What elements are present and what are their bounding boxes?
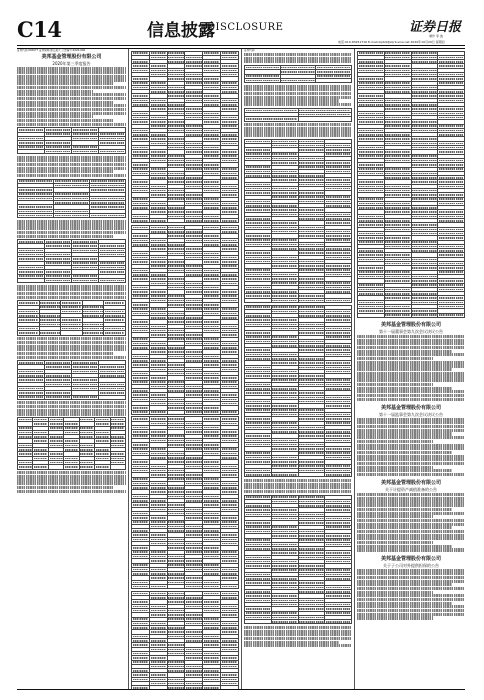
text-line: [17, 475, 126, 478]
text-line: [244, 626, 352, 629]
text-line: [244, 85, 352, 88]
page-number: C14: [17, 17, 62, 42]
text-line: [357, 530, 465, 533]
text-line: [244, 479, 352, 482]
text-line: [244, 92, 352, 95]
notice-body: [357, 569, 465, 620]
data-table: [131, 225, 239, 415]
text-line: [357, 372, 465, 375]
data-table: [17, 360, 126, 400]
text-line: [357, 466, 433, 469]
text-line: [17, 108, 126, 111]
text-line: [17, 174, 126, 177]
text-line: [17, 220, 126, 223]
text-line: [357, 379, 465, 382]
text-line: [357, 394, 465, 397]
text-line: [357, 432, 452, 435]
text-line: [17, 170, 113, 173]
text-line: [357, 444, 465, 447]
text-line: [17, 119, 113, 122]
text-line: [17, 337, 126, 340]
section-title-en: DISCLOSURE: [207, 22, 284, 33]
text-line: [357, 473, 465, 476]
text-line: [357, 346, 465, 349]
notice-company: 美邦基金管理股份有限公司: [380, 555, 441, 562]
text-line: [357, 350, 452, 353]
text-line: [357, 548, 465, 551]
text-line: [357, 609, 465, 612]
text-line: [17, 341, 126, 344]
text-line: [17, 356, 126, 359]
text-line: [357, 455, 465, 458]
contact-line: 电话:010-83251716 E-mail:zqrb9@zqrb.sina.net 2020年10月29日 星期四: [338, 40, 445, 44]
data-table: [244, 305, 352, 478]
data-table: [17, 127, 126, 154]
text-line: [357, 583, 452, 586]
data-table: [131, 51, 239, 224]
text-line: [357, 534, 465, 537]
notice-title: 第十一届董事会第九次会议决议公告: [379, 328, 443, 334]
data-table: [244, 139, 352, 303]
text-line: [357, 368, 452, 371]
text-line: [17, 227, 126, 230]
report-title: 2020年第三季度报告: [52, 61, 91, 67]
notice-header: 证券代码:002677 证券简称:浙江美大 公告编号:2020-046: [17, 49, 86, 52]
text-line: [357, 545, 452, 548]
notice-header: 证券代码:: [244, 49, 256, 52]
text-line: [17, 292, 126, 295]
column-divider: [354, 49, 355, 689]
financial-tables: [131, 51, 239, 690]
text-line: [17, 71, 126, 74]
column-1: [17, 49, 126, 689]
text-line: [244, 123, 352, 126]
text-line: [357, 594, 465, 597]
text-line: [17, 490, 126, 493]
section-title: 信息披露: [147, 21, 215, 41]
text-line: [244, 57, 352, 60]
text-line: [357, 462, 465, 465]
text-line: [357, 364, 465, 367]
text-line: [17, 486, 113, 489]
text-line: [357, 425, 465, 428]
text-line: [17, 405, 126, 408]
text-line: [357, 357, 433, 360]
notice-company: 美邦基金管理股份有限公司: [380, 480, 441, 487]
text-line: [17, 167, 126, 170]
text-line: [17, 156, 126, 159]
newspaper-logo: 证券日报: [408, 20, 461, 35]
text-line: [244, 88, 352, 91]
text-line: [17, 101, 113, 104]
text-line: [357, 497, 465, 500]
text-line: [244, 490, 352, 493]
text-line: [357, 500, 465, 503]
text-line: [17, 75, 126, 78]
text-line: [244, 99, 339, 102]
text-line: [357, 429, 465, 432]
text-line: [357, 390, 465, 393]
notice-body: [357, 493, 465, 551]
text-line: [357, 375, 465, 378]
text-line: [357, 602, 452, 605]
text-line: [17, 352, 113, 355]
text-line: [357, 512, 465, 515]
text-line: [357, 387, 452, 390]
text-line: [17, 159, 126, 162]
text-line: [357, 523, 465, 526]
data-table: [244, 495, 352, 625]
text-line: [357, 342, 465, 345]
text-line: [357, 447, 465, 450]
bottom-rule: [17, 689, 465, 690]
text-line: [357, 440, 433, 443]
text-line: [357, 515, 433, 518]
text-line: [357, 616, 433, 619]
text-line: [244, 637, 352, 640]
text-line: [357, 572, 465, 575]
column-divider: [128, 49, 129, 689]
notice-body: [357, 418, 465, 476]
report-body: [17, 67, 126, 492]
text-line: [357, 493, 465, 496]
text-line: [357, 508, 452, 511]
editor-line: 制作 李 波: [429, 34, 443, 38]
notice-title: 关于计提资产减值准备的公告: [385, 487, 437, 493]
data-table: [17, 179, 126, 219]
text-line: [17, 412, 126, 415]
text-line: [244, 486, 352, 489]
text-line: [357, 526, 452, 529]
text-line: [357, 361, 465, 364]
column-4: [357, 49, 465, 689]
text-line: [244, 60, 352, 63]
column-2: [131, 49, 239, 689]
masthead: [17, 16, 465, 44]
column-3: [244, 49, 352, 689]
text-line: [17, 78, 126, 81]
text-line: [17, 296, 126, 299]
text-line: [17, 90, 93, 93]
text-line: [357, 504, 465, 507]
text-line: [17, 97, 126, 100]
text-line: [357, 569, 465, 572]
text-line: [17, 288, 126, 291]
text-line: [244, 134, 352, 137]
text-line: [357, 335, 465, 338]
notice-body: [357, 335, 465, 401]
text-line: [357, 458, 465, 461]
data-table: [131, 416, 239, 589]
text-line: [17, 482, 126, 485]
data-table: [244, 65, 352, 83]
text-line: [244, 96, 352, 99]
text-line: [17, 93, 126, 96]
text-line: [357, 421, 465, 424]
text-line: [357, 587, 465, 590]
text-line: [17, 235, 113, 238]
text-line: [17, 82, 113, 85]
statement-tables-continued: [357, 51, 465, 318]
text-line: [244, 641, 339, 644]
text-line: [17, 112, 126, 115]
text-line: [357, 598, 465, 601]
text-line: [357, 591, 433, 594]
text-line: [17, 231, 126, 234]
text-line: [244, 103, 352, 106]
text-line: [357, 576, 465, 579]
statement-tables: [244, 53, 352, 647]
text-line: [17, 348, 126, 351]
text-line: [244, 633, 352, 636]
text-line: [17, 471, 126, 474]
notice-title: 关于子公司对外提供担保的公告: [383, 562, 439, 568]
text-line: [17, 86, 126, 89]
text-line: [357, 451, 452, 454]
text-line: [17, 67, 126, 70]
text-line: [357, 537, 465, 540]
text-line: [17, 104, 126, 107]
company-name: 美邦基金管理股份有限公司: [41, 54, 102, 61]
data-table: [357, 51, 465, 318]
text-line: [17, 401, 126, 404]
notice-title: 第十一届监事会第九次会议决议公告: [379, 411, 443, 417]
text-line: [357, 418, 465, 421]
text-line: [357, 436, 465, 439]
data-table: [17, 300, 126, 335]
text-line: [17, 345, 126, 348]
data-table: [131, 591, 239, 689]
column-divider: [241, 49, 242, 689]
data-table: [244, 108, 352, 122]
text-line: [244, 644, 352, 647]
text-line: [17, 478, 126, 481]
text-line: [244, 127, 352, 130]
text-line: [17, 115, 93, 118]
data-table: [17, 239, 126, 283]
text-line: [357, 605, 465, 608]
text-line: [357, 469, 452, 472]
text-line: [17, 123, 126, 126]
text-line: [357, 398, 465, 401]
text-line: [357, 339, 465, 342]
text-line: [357, 519, 465, 522]
text-line: [244, 483, 352, 486]
text-line: [244, 130, 352, 133]
notice-company: 美邦基金管理股份有限公司: [380, 321, 441, 328]
data-table: [17, 417, 126, 470]
notice-company: 美邦基金管理股份有限公司: [380, 404, 441, 411]
text-line: [357, 580, 465, 583]
text-line: [17, 285, 126, 288]
masthead-rule-thin: [17, 48, 465, 49]
text-line: [357, 383, 433, 386]
text-line: [244, 53, 352, 56]
text-line: [17, 409, 126, 412]
text-line: [244, 630, 352, 633]
masthead-rule: [17, 45, 465, 46]
text-line: [357, 541, 433, 544]
text-line: [17, 223, 126, 226]
text-line: [357, 353, 465, 356]
text-line: [17, 163, 126, 166]
text-line: [357, 613, 465, 616]
